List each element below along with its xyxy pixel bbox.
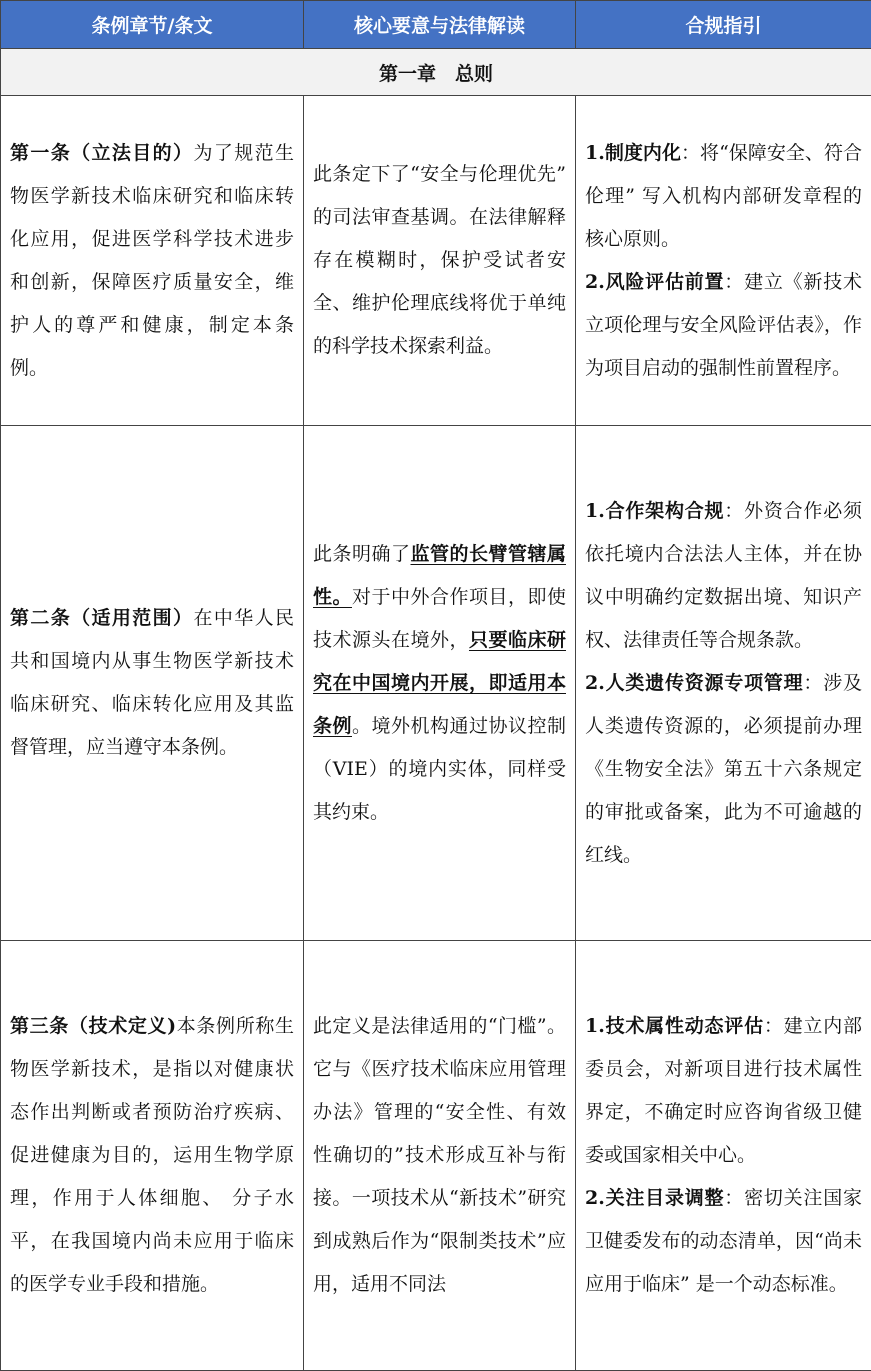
guidance-text: ：密切关注国家卫健委发布的动态清单，因“尚未应用于临床” 是一个动态标准。 xyxy=(585,1187,862,1295)
article-title: 第一条（立法目的） xyxy=(10,142,193,164)
article-cell xyxy=(1,96,304,426)
chapter-title: 第一章 总则 xyxy=(1,49,871,96)
interpretation-text: 此定义是法律适用的“门槛”。它与《医疗技术临床应用管理办法》管理的“安全性、有效性确切的”技术形成互补与衔接。一项技术从“新技术”研究到成熟后作为“限制类技术”应用，适用不同法 xyxy=(313,1015,566,1295)
guidance-cell xyxy=(576,96,871,426)
interpretation-text: 此条明确了 xyxy=(313,543,411,565)
interpretation-emphasis: 只要临床研究在中国境内开展，即适用本条例 xyxy=(313,629,566,737)
guidance-title: 2.风险评估前置 xyxy=(585,271,724,293)
article-title: 第二条（适用范围） xyxy=(10,607,193,629)
interpretation-cell xyxy=(304,941,576,1371)
guidance-text: ：将“保障安全、符合伦理” 写入机构内部研发章程的核心原则。 xyxy=(585,142,862,250)
guidance-item xyxy=(585,1177,862,1306)
header-interpretation: 核心要意与法律解读 xyxy=(304,1,576,49)
chapter-row xyxy=(1,49,871,96)
guidance-item xyxy=(585,132,862,261)
table-header-row xyxy=(1,1,871,49)
interpretation-cell xyxy=(304,96,576,426)
guidance-item xyxy=(585,662,862,877)
guidance-item xyxy=(585,490,862,662)
table-row xyxy=(1,941,871,1371)
interpretation-emphasis: 监管的长臂管辖属性。 xyxy=(313,543,566,608)
guidance-title: 1.技术属性动态评估 xyxy=(585,1015,764,1037)
guidance-title: 2.关注目录调整 xyxy=(585,1187,724,1209)
table-row xyxy=(1,96,871,426)
guidance-item xyxy=(585,261,862,390)
interpretation-text: 对于中外合作项目，即使技术源头在境外， xyxy=(313,586,566,651)
article-cell xyxy=(1,426,304,941)
guidance-cell xyxy=(576,426,871,941)
header-guidance: 合规指引 xyxy=(576,1,871,49)
guidance-title: 2.人类遗传资源专项管理 xyxy=(585,672,803,694)
interpretation-cell xyxy=(304,426,576,941)
guidance-title: 1.制度内化 xyxy=(585,142,681,164)
guidance-text: ：外资合作必须依托境内合法法人主体，并在协议中明确约定数据出境、知识产权、法律责任等合规条款。 xyxy=(585,500,862,651)
article-text: 在中华人民共和国境内从事生物医学新技术临床研究、临床转化应用及其监督管理，应当遵守本条例。 xyxy=(10,607,294,758)
guidance-item xyxy=(585,1005,862,1177)
interpretation-text: 此条定下了“安全与伦理优先” 的司法审查基调。在法律解释存在模糊时，保护受试者安全、维护伦理底线将优于单纯的科学技术探索利益。 xyxy=(313,163,566,357)
guidance-text: ：建立内部委员会，对新项目进行技术属性界定，不确定时应咨询省级卫健委或国家相关中心。 xyxy=(585,1015,862,1166)
header-article: 条例章节/条文 xyxy=(1,1,304,49)
guidance-text: ：涉及人类遗传资源的，必须提前办理《生物安全法》第五十六条规定的审批或备案，此为不可逾越的红线。 xyxy=(585,672,862,866)
article-cell xyxy=(1,941,304,1371)
article-text: 本条例所称生物医学新技术，是指以对健康状态作出判断或者预防治疗疾病、促进健康为目的，运用生物学原理，作用于人体细胞、 分子水平，在我国境内尚未应用于临床的医学专业手段和措施。 xyxy=(10,1015,294,1295)
table-row xyxy=(1,426,871,941)
guidance-text: ：建立《新技术立项伦理与安全风险评估表》，作为项目启动的强制性前置程序。 xyxy=(585,271,862,379)
article-text: 为了规范生物医学新技术临床研究和临床转化应用，促进医学科学技术进步和创新，保障医疗质量安全，维护人的尊严和健康，制定本条例。 xyxy=(10,142,294,379)
article-title: 第三条（技术定义) xyxy=(10,1015,176,1037)
guidance-title: 1.合作架构合规 xyxy=(585,500,724,522)
interpretation-text: 。境外机构通过协议控制（VIE）的境内实体，同样受其约束。 xyxy=(313,715,566,823)
guidance-cell xyxy=(576,941,871,1371)
